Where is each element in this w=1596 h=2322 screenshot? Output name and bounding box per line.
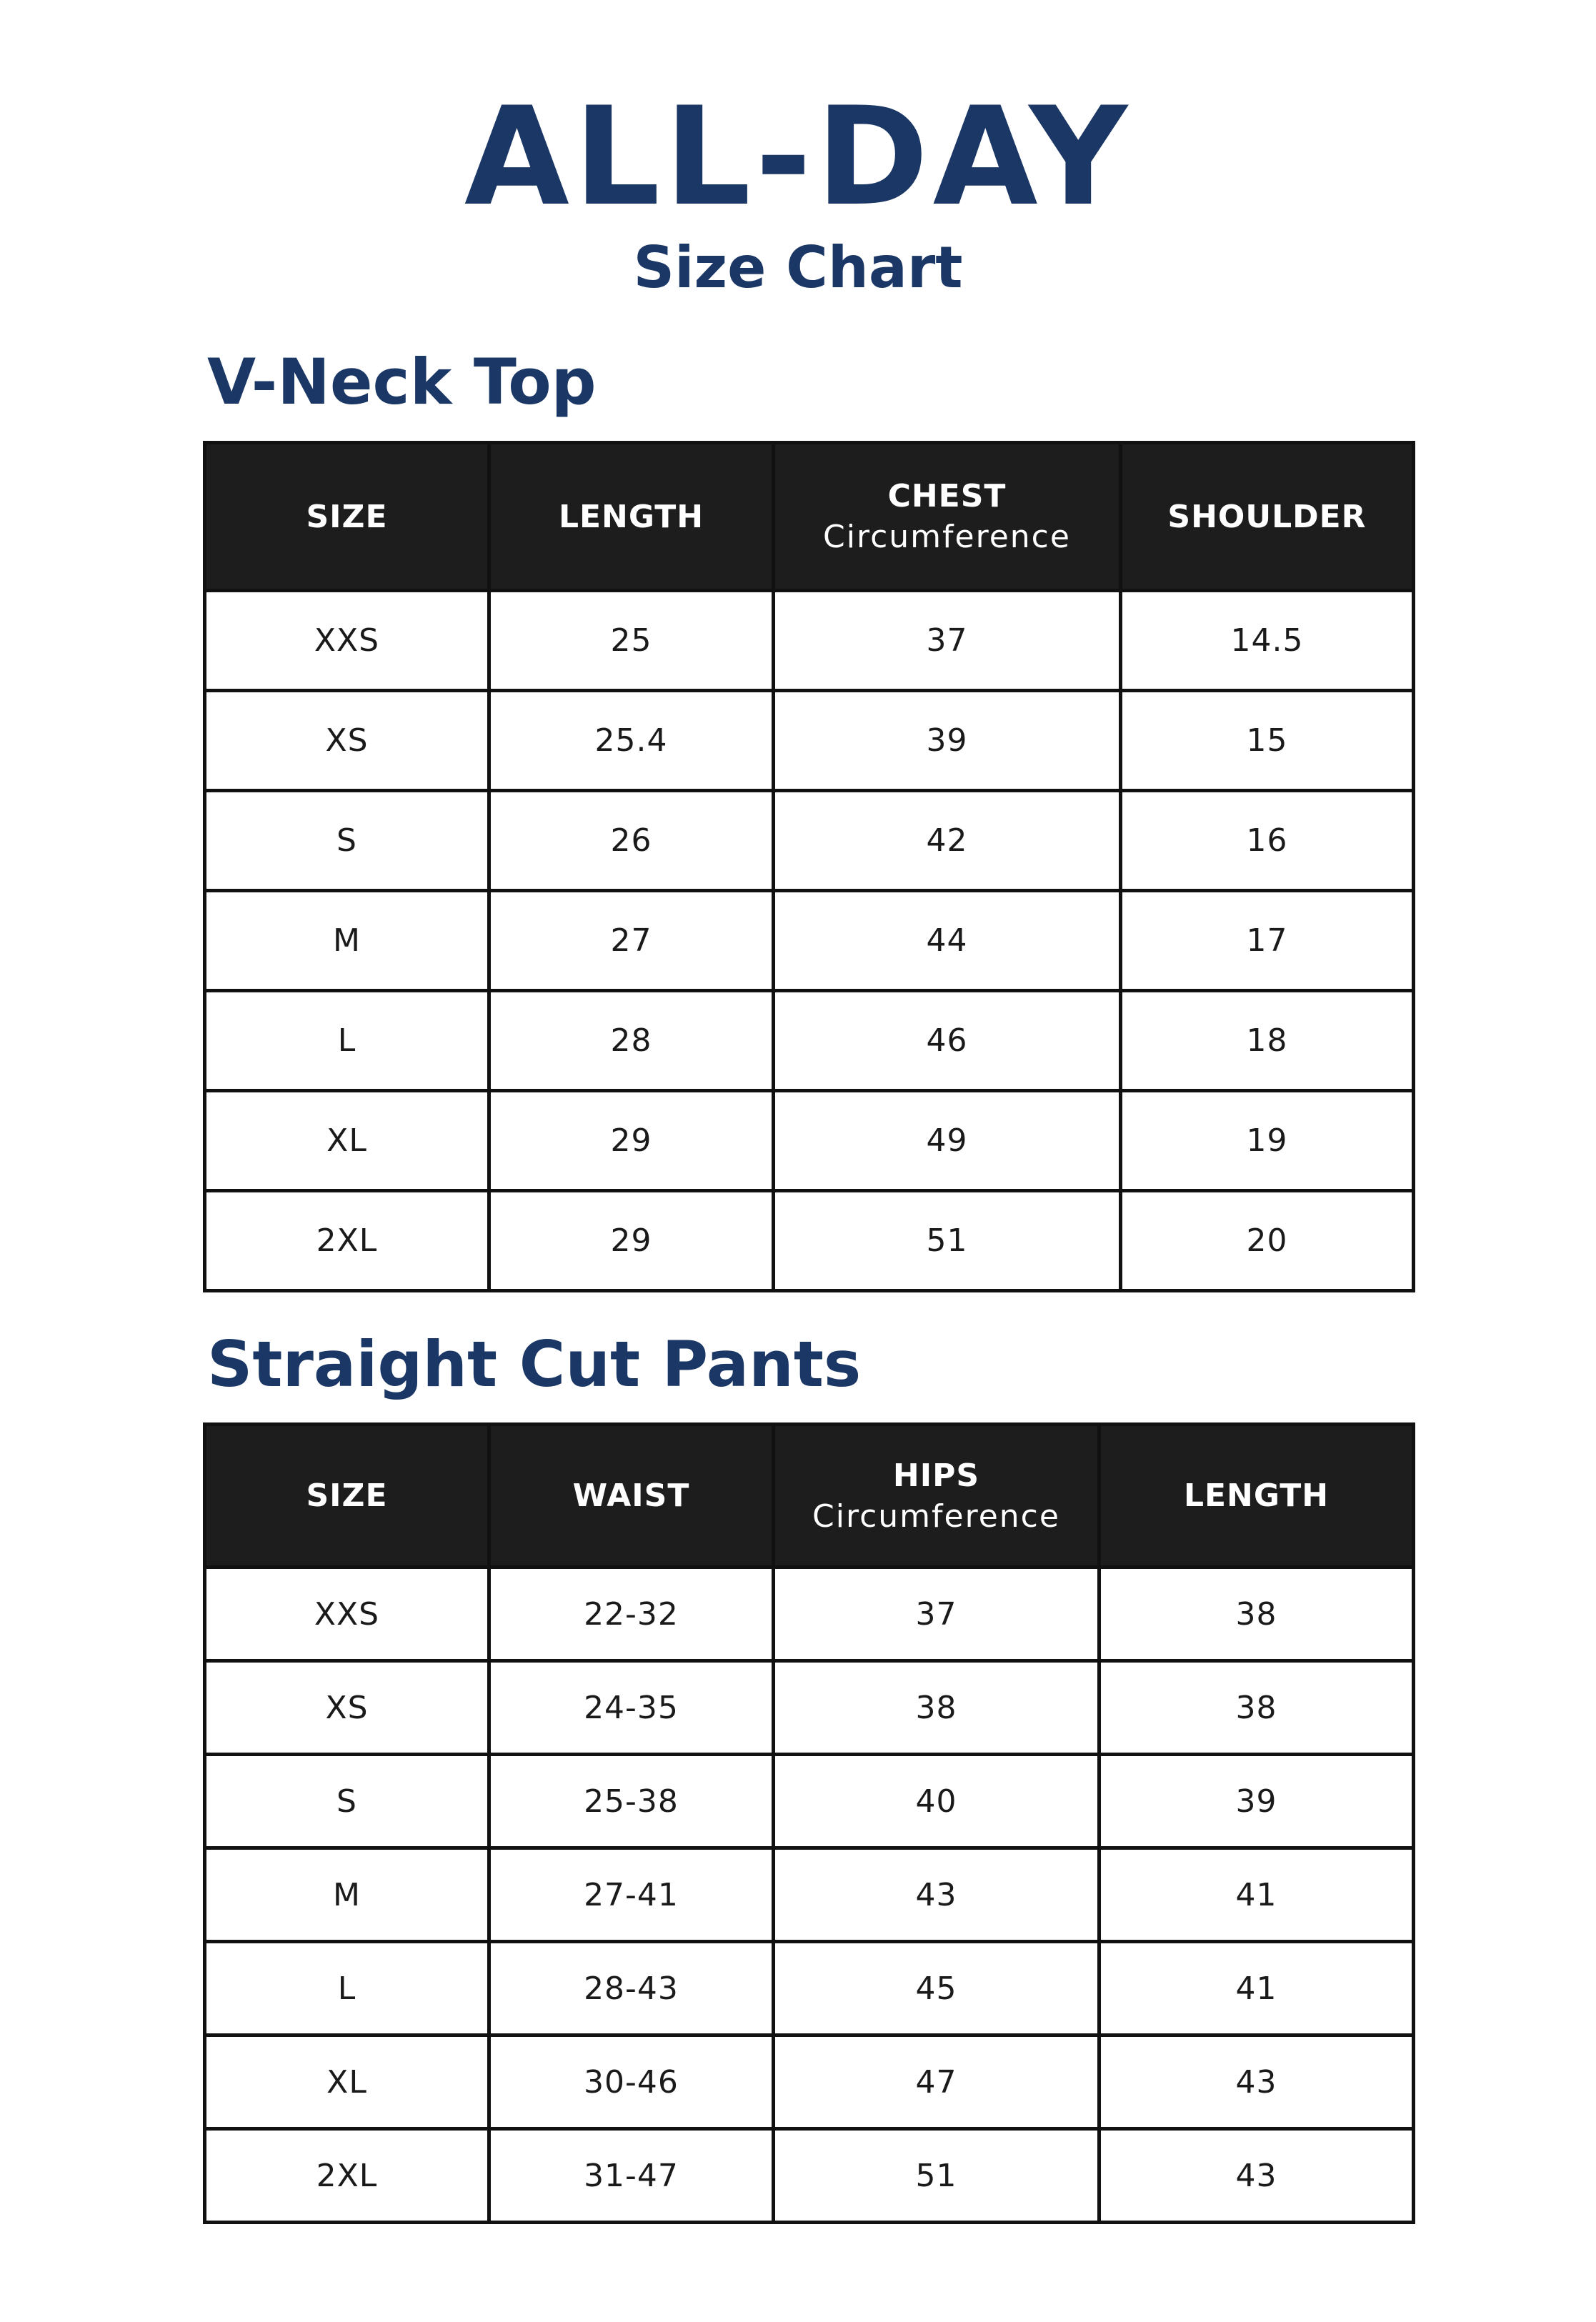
chest-cell: 39 (774, 691, 1121, 791)
column-header-label: SHOULDER (1167, 498, 1367, 535)
length-cell: 25 (489, 591, 774, 691)
length-cell: 38 (1099, 1568, 1414, 1661)
table-row (205, 1942, 1414, 2036)
column-header-size (205, 1425, 489, 1568)
hips-cell: 38 (774, 1661, 1099, 1755)
length-cell: 39 (1099, 1755, 1414, 1848)
column-header-length (1099, 1425, 1414, 1568)
waist-cell: 28-43 (489, 1942, 774, 2036)
shoulder-cell: 16 (1121, 791, 1414, 891)
length-cell: 43 (1099, 2129, 1414, 2223)
column-header-label: CHEST (887, 478, 1007, 514)
size-cell: XXS (205, 1568, 489, 1661)
hips-cell: 37 (774, 1568, 1099, 1661)
shoulder-cell: 14.5 (1121, 591, 1414, 691)
length-cell: 41 (1099, 1848, 1414, 1942)
column-header-label: LENGTH (558, 498, 704, 535)
waist-cell: 22-32 (489, 1568, 774, 1661)
waist-cell: 31-47 (489, 2129, 774, 2223)
hips-cell: 51 (774, 2129, 1099, 2223)
size-cell: XL (205, 2036, 489, 2129)
table-row (205, 1091, 1414, 1191)
hips-cell: 40 (774, 1755, 1099, 1848)
hips-cell: 43 (774, 1848, 1099, 1942)
section-title-straight-cut-pants: Straight Cut Pants (207, 1327, 862, 1401)
length-cell: 41 (1099, 1942, 1414, 2036)
chest-cell: 42 (774, 791, 1121, 891)
table-row (205, 1661, 1414, 1755)
waist-cell: 30-46 (489, 2036, 774, 2129)
waist-cell: 24-35 (489, 1661, 774, 1755)
size-cell: XXS (205, 591, 489, 691)
length-cell: 25.4 (489, 691, 774, 791)
waist-cell: 25-38 (489, 1755, 774, 1848)
size-cell: L (205, 1942, 489, 2036)
length-cell: 29 (489, 1191, 774, 1291)
size-cell: XS (205, 1661, 489, 1755)
straight-cut-pants-size-table (203, 1422, 1415, 2224)
table-row (205, 691, 1414, 791)
size-cell: S (205, 791, 489, 891)
shoulder-cell: 17 (1121, 891, 1414, 991)
section-title-vneck-top: V-Neck Top (207, 345, 597, 419)
shoulder-cell: 18 (1121, 991, 1414, 1091)
chest-cell: 49 (774, 1091, 1121, 1191)
table-row (205, 1191, 1414, 1291)
column-header-label: HIPS (892, 1457, 980, 1494)
length-cell: 38 (1099, 1661, 1414, 1755)
size-cell: 2XL (205, 1191, 489, 1291)
length-cell: 28 (489, 991, 774, 1091)
hips-cell: 47 (774, 2036, 1099, 2129)
table-row (205, 2036, 1414, 2129)
size-cell: L (205, 991, 489, 1091)
chest-cell: 46 (774, 991, 1121, 1091)
table-header-row (205, 443, 1414, 591)
column-header-waist (489, 1425, 774, 1568)
table-row (205, 1755, 1414, 1848)
length-cell: 26 (489, 791, 774, 891)
length-cell: 43 (1099, 2036, 1414, 2129)
length-cell: 27 (489, 891, 774, 991)
vneck-top-size-table (203, 441, 1415, 1292)
size-cell: XL (205, 1091, 489, 1191)
column-header-label: SIZE (306, 1478, 388, 1514)
table-row (205, 2129, 1414, 2223)
table-row (205, 1568, 1414, 1661)
column-header-label: LENGTH (1183, 1478, 1330, 1514)
size-cell: 2XL (205, 2129, 489, 2223)
table-row (205, 991, 1414, 1091)
column-header-label: WAIST (572, 1478, 690, 1514)
table-row (205, 1848, 1414, 1942)
size-cell: M (205, 1848, 489, 1942)
column-header-sublabel: Circumference (812, 1498, 1060, 1535)
size-cell: XS (205, 691, 489, 791)
waist-cell: 27-41 (489, 1848, 774, 1942)
chest-cell: 37 (774, 591, 1121, 691)
table-row (205, 891, 1414, 991)
table-header-row (205, 1425, 1414, 1568)
column-header-hips (774, 1425, 1099, 1568)
page-subtitle: Size Chart (633, 234, 963, 301)
column-header-sublabel: Circumference (823, 519, 1071, 555)
shoulder-cell: 20 (1121, 1191, 1414, 1291)
chest-cell: 51 (774, 1191, 1121, 1291)
hips-cell: 45 (774, 1942, 1099, 2036)
shoulder-cell: 19 (1121, 1091, 1414, 1191)
size-cell: S (205, 1755, 489, 1848)
column-header-chest (774, 443, 1121, 591)
column-header-shoulder (1121, 443, 1414, 591)
size-cell: M (205, 891, 489, 991)
shoulder-cell: 15 (1121, 691, 1414, 791)
column-header-label: SIZE (306, 498, 388, 535)
chest-cell: 44 (774, 891, 1121, 991)
length-cell: 29 (489, 1091, 774, 1191)
table-row (205, 791, 1414, 891)
column-header-size (205, 443, 489, 591)
column-header-length (489, 443, 774, 591)
brand-title: ALL-DAY (464, 78, 1132, 236)
table-row (205, 591, 1414, 691)
